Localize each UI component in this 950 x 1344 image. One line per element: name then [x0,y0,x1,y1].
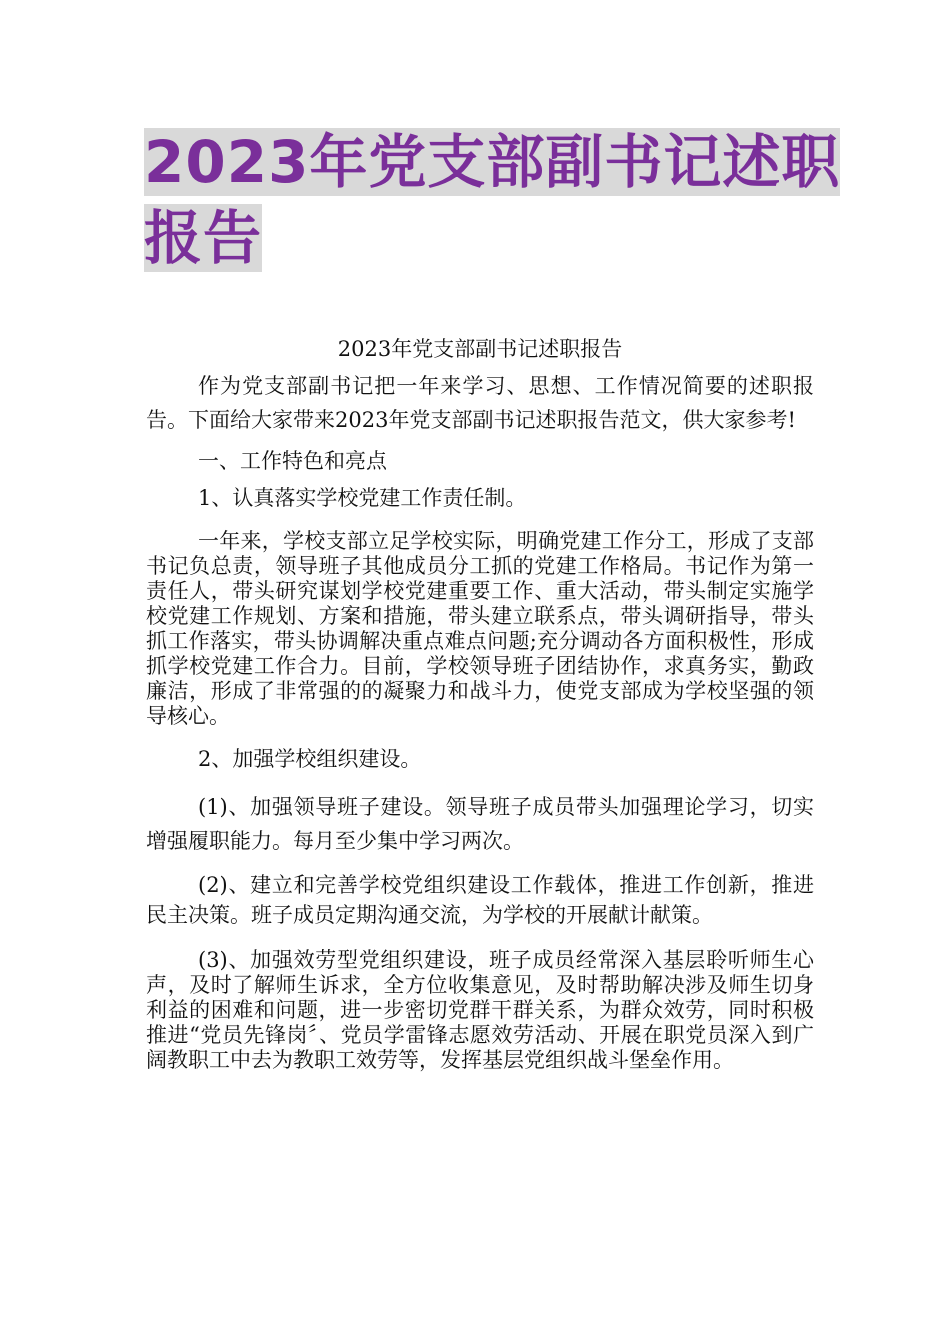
title-line-2: 报告 [144,204,263,272]
subsection-heading-1: 1、认真落实学校党建工作责任制。 [198,486,527,510]
paragraph-item-3: (3)、加强效劳型党组织建设，班子成员经常深入基层聆听师生心声，及时了解师生诉求，全方位收集意见，及时帮助解决涉及师生切身利益的困难和问题，进一步密切党群干群关系，为群众效劳，同时积极推进“党员先锋岗〞、党员学雷锋志愿效劳活动、开展在职党员深入到广阔教职工中去为教职工效劳等，发挥基层党组织战斗堡垒作用。 [146,948,814,1072]
subsection-heading-2: 2、加强学校组织建设。 [198,747,422,771]
document-body [146,335,814,1073]
title-line-1: 2023年党支部副书记述职 [144,128,841,196]
paragraph-workplan: 一年来，学校支部立足学校实际，明确党建工作分工，形成了支部书记负总责，领导班子其他成员分工抓的党建工作格局。书记作为第一责任人，带头研究谋划学校党建重要工作、重大活动，带头制定实施学校党建工作规划、方案和措施，带头建立联系点，带头调研指导，带头抓工作落实，带头协调解决重点难点问题;充分调动各方面积极性，形成抓学校党建工作合力。目前，学校领导班子团结协作，求真务实，勤政廉洁，形成了非常强的的凝聚力和战斗力，使党支部成为学校坚强的领导核心。 [146,529,814,728]
document-title [144,128,841,280]
document-subtitle: 2023年党支部副书记述职报告 [337,337,623,361]
intro-paragraph: 作为党支部副书记把一年来学习、思想、工作情况简要的述职报告。下面给大家带来2023年党支部副书记述职报告范文，供大家参考! [146,374,814,432]
paragraph-item-1: (1)、加强领导班子建设。领导班子成员带头加强理论学习，切实增强履职能力。每月至少集中学习两次。 [146,795,814,853]
section-heading: 一、工作特色和亮点 [198,449,387,473]
paragraph-item-2: (2)、建立和完善学校党组织建设工作载体，推进工作创新，推进民主决策。班子成员定期沟通交流，为学校的开展献计献策。 [146,873,814,927]
